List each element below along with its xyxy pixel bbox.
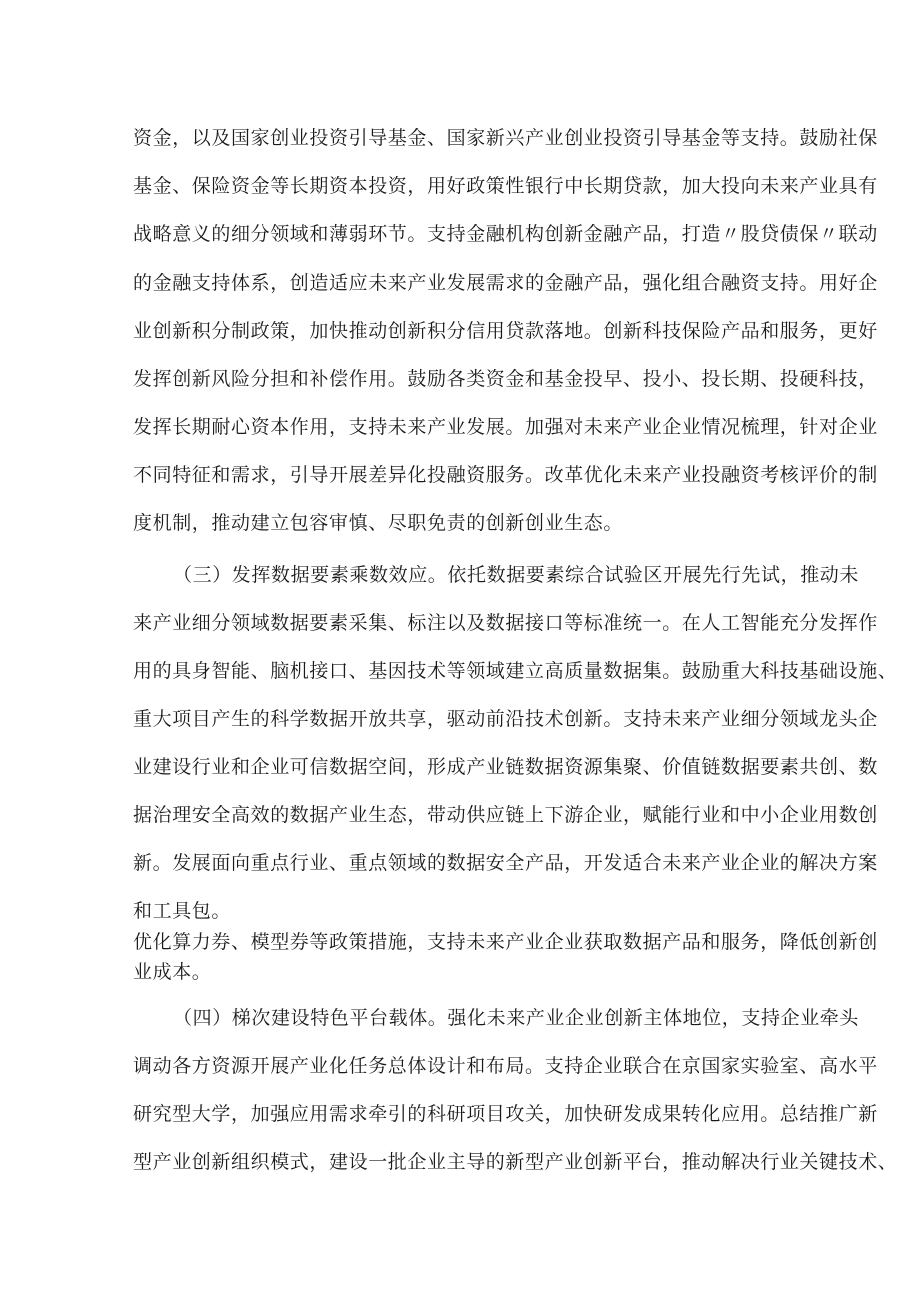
paragraph-line: 战略意义的细分领域和薄弱环节。支持金融机构创新金融产品，打造〃股贷债保〃联动 — [133, 223, 878, 245]
paragraph-line: 发挥创新风险分担和补偿作用。鼓励各类资金和基金投早、投小、投长期、投硬科技， — [133, 368, 878, 390]
paragraph-line: 资金，以及国家创业投资引导基金、国家新兴产业创业投资引导基金等支持。鼓励社保 — [133, 127, 878, 149]
paragraph-line: 的金融支持体系，创造适应未来产业发展需求的金融产品，强化组合融资支持。用好企 — [133, 272, 878, 294]
paragraph-line: 基金、保险资金等长期资本投资，用好政策性银行中长期贷款，加大投向未来产业具有 — [133, 175, 878, 197]
paragraph-line: 调动各方资源开展产业化任务总体设计和布局。支持企业联合在京国家实验室、高水平 — [133, 1055, 878, 1077]
paragraph-line: 不同特征和需求，引导开展差异化投融资服务。改革优化未来产业投融资考核评价的制 — [133, 464, 878, 486]
paragraph-line: 业创新积分制政策，加快推动创新积分信用贷款落地。创新科技保险产品和服务，更好 — [133, 320, 878, 342]
paragraph-line: 据治理安全高效的数据产业生态，带动供应链上下游企业，赋能行业和中小企业用数创 — [133, 804, 878, 826]
paragraph-line: 来产业细分领域数据要素采集、标注以及数据接口等标准统一。在人工智能充分发挥作 — [133, 612, 878, 634]
paragraph-line: 型产业创新组织模式，建设一批企业主导的新型产业创新平台，推动解决行业关键技术、 — [133, 1151, 898, 1173]
paragraph-line: 新。发展面向重点行业、重点领域的数据安全产品，开发适合未来产业企业的解决方案 — [133, 852, 878, 874]
paragraph-line: 业建设行业和企业可信数据空间，形成产业链数据资源集聚、价值链数据要素共创、数 — [133, 756, 878, 778]
paragraph-line: 用的具身智能、脑机接口、基因技术等领域建立高质量数据集。鼓励重大科技基础设施、 — [133, 660, 898, 682]
paragraph-line: 优化算力券、模型券等政策措施，支持未来产业企业获取数据产品和服务，降低创新创 — [133, 931, 878, 953]
paragraph-line: 重大项目产生的科学数据开放共享，驱动前沿技术创新。支持未来产业细分领域龙头企 — [133, 708, 878, 730]
section-heading-line: （三）发挥数据要素乘数效应。依托数据要素综合试验区开展先行先试，推动未 — [173, 564, 860, 586]
paragraph-line: 度机制，推动建立包容审慎、尽职免责的创新创业生态。 — [133, 512, 624, 534]
paragraph-line: 和工具包。 — [133, 900, 232, 922]
section-heading-line: （四）梯次建设特色平台载体。强化未来产业企业创新主体地位，支持企业牵头 — [173, 1007, 860, 1029]
paragraph-line: 研究型大学，加强应用需求牵引的科研项目攻关，加快研发成果转化应用。总结推广新 — [133, 1103, 878, 1125]
paragraph-line: 业成本。 — [133, 961, 212, 983]
paragraph-line: 发挥长期耐心资本作用，支持未来产业发展。加强对未来产业企业情况梳理，针对企业 — [133, 416, 878, 438]
